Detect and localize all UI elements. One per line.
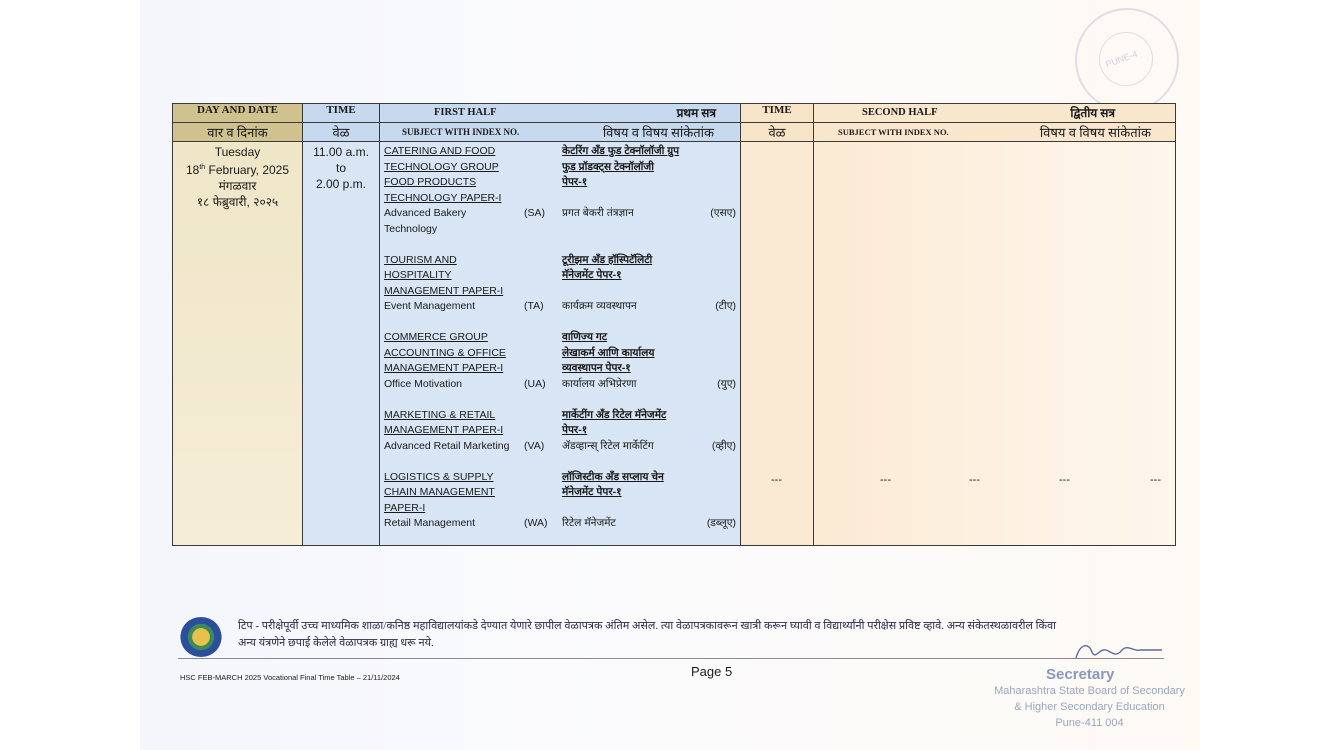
board-logo — [180, 617, 222, 657]
group-title-row — [384, 144, 736, 160]
group-title-en: MANAGEMENT PAPER-I — [384, 362, 504, 374]
paper-name-mr: रिटेल मॅनेजमेंट — [562, 517, 616, 529]
group-title-mr — [562, 361, 736, 377]
group-title-mr — [562, 408, 736, 424]
paper-name-mr: प्रगत बेकरी तंत्रज्ञान — [562, 207, 634, 219]
paper-row — [384, 377, 736, 393]
page-number: Page 5 — [691, 664, 733, 679]
header-row-marathi — [173, 123, 1176, 142]
group-title-mr — [562, 284, 736, 300]
weekday-mr: मंगळवार — [218, 179, 257, 193]
header-day-mr: वार व दिनांक — [173, 123, 303, 142]
group-title-mr-text: पेपर-१ — [562, 176, 588, 188]
paper-code-mr: (युए) — [717, 377, 736, 390]
signature — [1070, 638, 1165, 666]
paper-code-en: (VA) — [524, 439, 545, 452]
group-title-en: ACCOUNTING & OFFICE — [384, 346, 506, 359]
group-title-row — [384, 470, 736, 486]
group-title-mr-text: लॉजिस्टीक अँड सप्लाय चेन — [562, 470, 664, 483]
group-title-row — [384, 253, 736, 269]
dash-4: --- — [1150, 474, 1161, 486]
group-title-mr-text: मॅनेजमेंट पेपर-१ — [562, 486, 622, 498]
group-title-en: HOSPITALITY — [384, 269, 452, 281]
date-en: 18th February, 2025 — [185, 163, 290, 177]
group-title-en: COMMERCE GROUP — [384, 331, 488, 343]
paper-name-mr: ॲडव्हान्स् रिटेल मार्केटिंग — [562, 439, 654, 452]
group-title-mr-text: मॅनेजमेंट पेपर-१ — [562, 269, 622, 281]
weekday-en: Tuesday — [214, 145, 261, 159]
paper-row — [384, 516, 736, 532]
group-title-en: LOGISTICS & SUPPLY — [384, 470, 494, 483]
group-title-en: MARKETING & RETAIL — [384, 408, 496, 421]
day-date-cell — [173, 142, 303, 546]
group-title-en: TECHNOLOGY GROUP — [384, 160, 499, 173]
paper-name-en: Advanced Retail Marketing — [384, 439, 510, 452]
group-title-mr-text: टूरीझम अँड हॉस्पिटॅलिटी — [562, 253, 653, 266]
paper-name-mr: कार्यालय अभिप्रेरणा — [562, 377, 637, 390]
paper-code-en: (UA) — [524, 377, 546, 390]
header-second-half — [814, 104, 1176, 123]
header-day-en: DAY AND DATE — [173, 104, 303, 123]
paper-code-en: (SA) — [524, 207, 545, 219]
subject-group — [384, 330, 736, 392]
board-line3: Pune-411 004 — [1055, 717, 1124, 729]
first-half-mr: प्रथम सत्र — [676, 106, 716, 120]
board-seal-stamp — [1075, 8, 1179, 112]
group-title-en: MANAGEMENT PAPER-I — [384, 424, 504, 436]
secretary-title: Secretary — [1046, 666, 1115, 683]
group-title-row — [384, 423, 736, 439]
seal-text: PUNE-4 — [1104, 48, 1139, 70]
second-half-mr: द्वितीय सत्र — [1070, 106, 1115, 120]
group-title-en: TOURISM AND — [384, 253, 457, 266]
group-title-mr-text: मार्केटींग अँड रिटेल मॅनेजमेंट — [562, 408, 667, 421]
group-title-mr — [562, 485, 736, 501]
group-title-row — [384, 330, 736, 346]
group-title-mr-text: लेखाकर्म आणि कार्यालय — [562, 346, 655, 359]
header-time-en: TIME — [303, 104, 380, 123]
paper-code-mr: (व्हीए) — [711, 439, 736, 452]
group-title-mr — [562, 175, 736, 191]
dash-3: --- — [1059, 474, 1070, 486]
time2-cell — [741, 142, 814, 546]
group-title-mr-text: व्यवस्थापन पेपर-१ — [562, 362, 631, 374]
paper-code-mr: (एसए) — [710, 207, 736, 219]
group-title-en: PAPER-I — [384, 501, 426, 514]
timetable — [172, 103, 1176, 546]
subject-group — [384, 408, 736, 455]
footer-note — [238, 618, 1178, 652]
group-title-mr — [562, 144, 736, 160]
second-half-en: SECOND HALF — [862, 107, 938, 118]
header-first-half — [380, 104, 741, 123]
dash-2: --- — [969, 474, 980, 486]
paper-code-en: (TA) — [524, 300, 544, 312]
group-title-en: CATERING AND FOOD — [384, 145, 496, 157]
second-half-subjects — [814, 142, 1176, 546]
board-name — [982, 683, 1197, 731]
time-start: 11.00 a.m. — [313, 145, 369, 159]
footer-rule — [178, 658, 1164, 659]
doc-reference: HSC FEB-MARCH 2025 Vocational Final Time Table – 21/11/2024 — [180, 673, 400, 682]
board-line1: Maharashtra State Board of Secondary — [994, 685, 1185, 697]
group-title-mr-text: केटरिंग अँड फुड टेक्नॉलॉजी ग्रुप — [562, 145, 680, 157]
paper-name-en: Office Motivation — [384, 377, 463, 390]
group-title-row — [384, 501, 736, 517]
dash-1: --- — [880, 474, 891, 486]
group-title-mr — [562, 191, 736, 207]
group-title-row — [384, 346, 736, 362]
header-time2-mr: वेळ — [741, 123, 814, 142]
paper-name-en: Advanced Bakery — [384, 207, 467, 219]
group-title-en: MANAGEMENT PAPER-I — [384, 284, 504, 297]
group-title-mr-text: पेपर-१ — [562, 424, 588, 436]
subject-en: SUBJECT WITH INDEX NO. — [402, 127, 520, 137]
time2-dash: --- — [771, 474, 782, 486]
footer-note-line1: टिप - परीक्षेपूर्वी उच्च माध्यमिक शाळा/कनिष्ठ महाविद्यालयांकडे देण्यात येणारे छापील वेळापत्रक अंतिम असेल. त्या वेळापत्रकावरून खात्री करून घ्यावी व विद्यार्थ्यांनी परीक्षेस प्रविष्ट व्हावे. अन्य संकेतस्थळावरील किंवा — [238, 620, 1056, 632]
group-title-mr — [562, 501, 736, 517]
paper-name-en: Event Management — [384, 300, 476, 312]
header-subject — [380, 123, 741, 142]
header-time-mr: वेळ — [303, 123, 380, 142]
group-title-row — [384, 485, 736, 501]
paper-name-en: Retail Management — [384, 517, 476, 529]
group-title-mr-text: फुड प्रॉडक्ट्स टेक्नॉलॉजी — [562, 160, 654, 173]
group-title-row — [384, 191, 736, 207]
group-title-row — [384, 361, 736, 377]
group-title-en: FOOD PRODUCTS — [384, 176, 477, 188]
time-end: 2.00 p.m. — [315, 177, 367, 191]
subject-group — [384, 470, 736, 532]
exam-row — [173, 142, 1176, 546]
group-title-row — [384, 175, 736, 191]
group-title-mr — [562, 253, 736, 269]
paper-row — [384, 206, 736, 222]
group-title-row — [384, 408, 736, 424]
group-title-row — [384, 268, 736, 284]
paper-row — [384, 299, 736, 315]
header-row-english — [173, 104, 1176, 123]
time-cell — [303, 142, 380, 546]
paper-code-en: (WA) — [524, 517, 548, 529]
header-time2-en: TIME — [741, 104, 814, 123]
header-subject2 — [814, 123, 1176, 142]
date-mr: १८ फेब्रुवारी, २०२५ — [196, 195, 279, 209]
subject-groups — [380, 142, 740, 534]
group-title-mr — [562, 346, 736, 362]
group-title-en: TECHNOLOGY PAPER-I — [384, 191, 502, 204]
board-line2: & Higher Secondary Education — [1014, 701, 1165, 713]
group-title-mr — [562, 423, 736, 439]
group-title-mr — [562, 470, 736, 486]
paper-code-mr: (टीए) — [715, 300, 736, 312]
footer-note-line2: अन्य यंत्रणेने छपाई केलेले वेळापत्रक ग्राह्य धरू नये. — [238, 637, 434, 649]
group-title-row — [384, 284, 736, 300]
subject2-mr: विषय व विषय सांकेतांक — [1039, 125, 1151, 140]
group-title-mr — [562, 330, 736, 346]
group-title-mr-text: वाणिज्य गट — [562, 331, 608, 343]
first-half-en: FIRST HALF — [434, 107, 497, 118]
group-title-row — [384, 160, 736, 176]
subject-group — [384, 144, 736, 237]
paper-row — [384, 439, 736, 455]
group-title-mr — [562, 160, 736, 176]
group-title-en: CHAIN MANAGEMENT — [384, 486, 495, 498]
subject-group — [384, 253, 736, 315]
group-title-mr — [562, 268, 736, 284]
paper-name-mr: कार्यक्रम व्यवस्थापन — [562, 300, 637, 312]
subject2-en: SUBJECT WITH INDEX NO. — [838, 127, 949, 137]
time-to: to — [335, 161, 346, 175]
subject-mr: विषय व विषय सांकेतांक — [602, 125, 714, 140]
first-half-subjects — [380, 142, 741, 546]
paper-name-en-line2: Technology — [384, 222, 438, 235]
paper-code-mr: (डब्लूए) — [706, 517, 736, 529]
